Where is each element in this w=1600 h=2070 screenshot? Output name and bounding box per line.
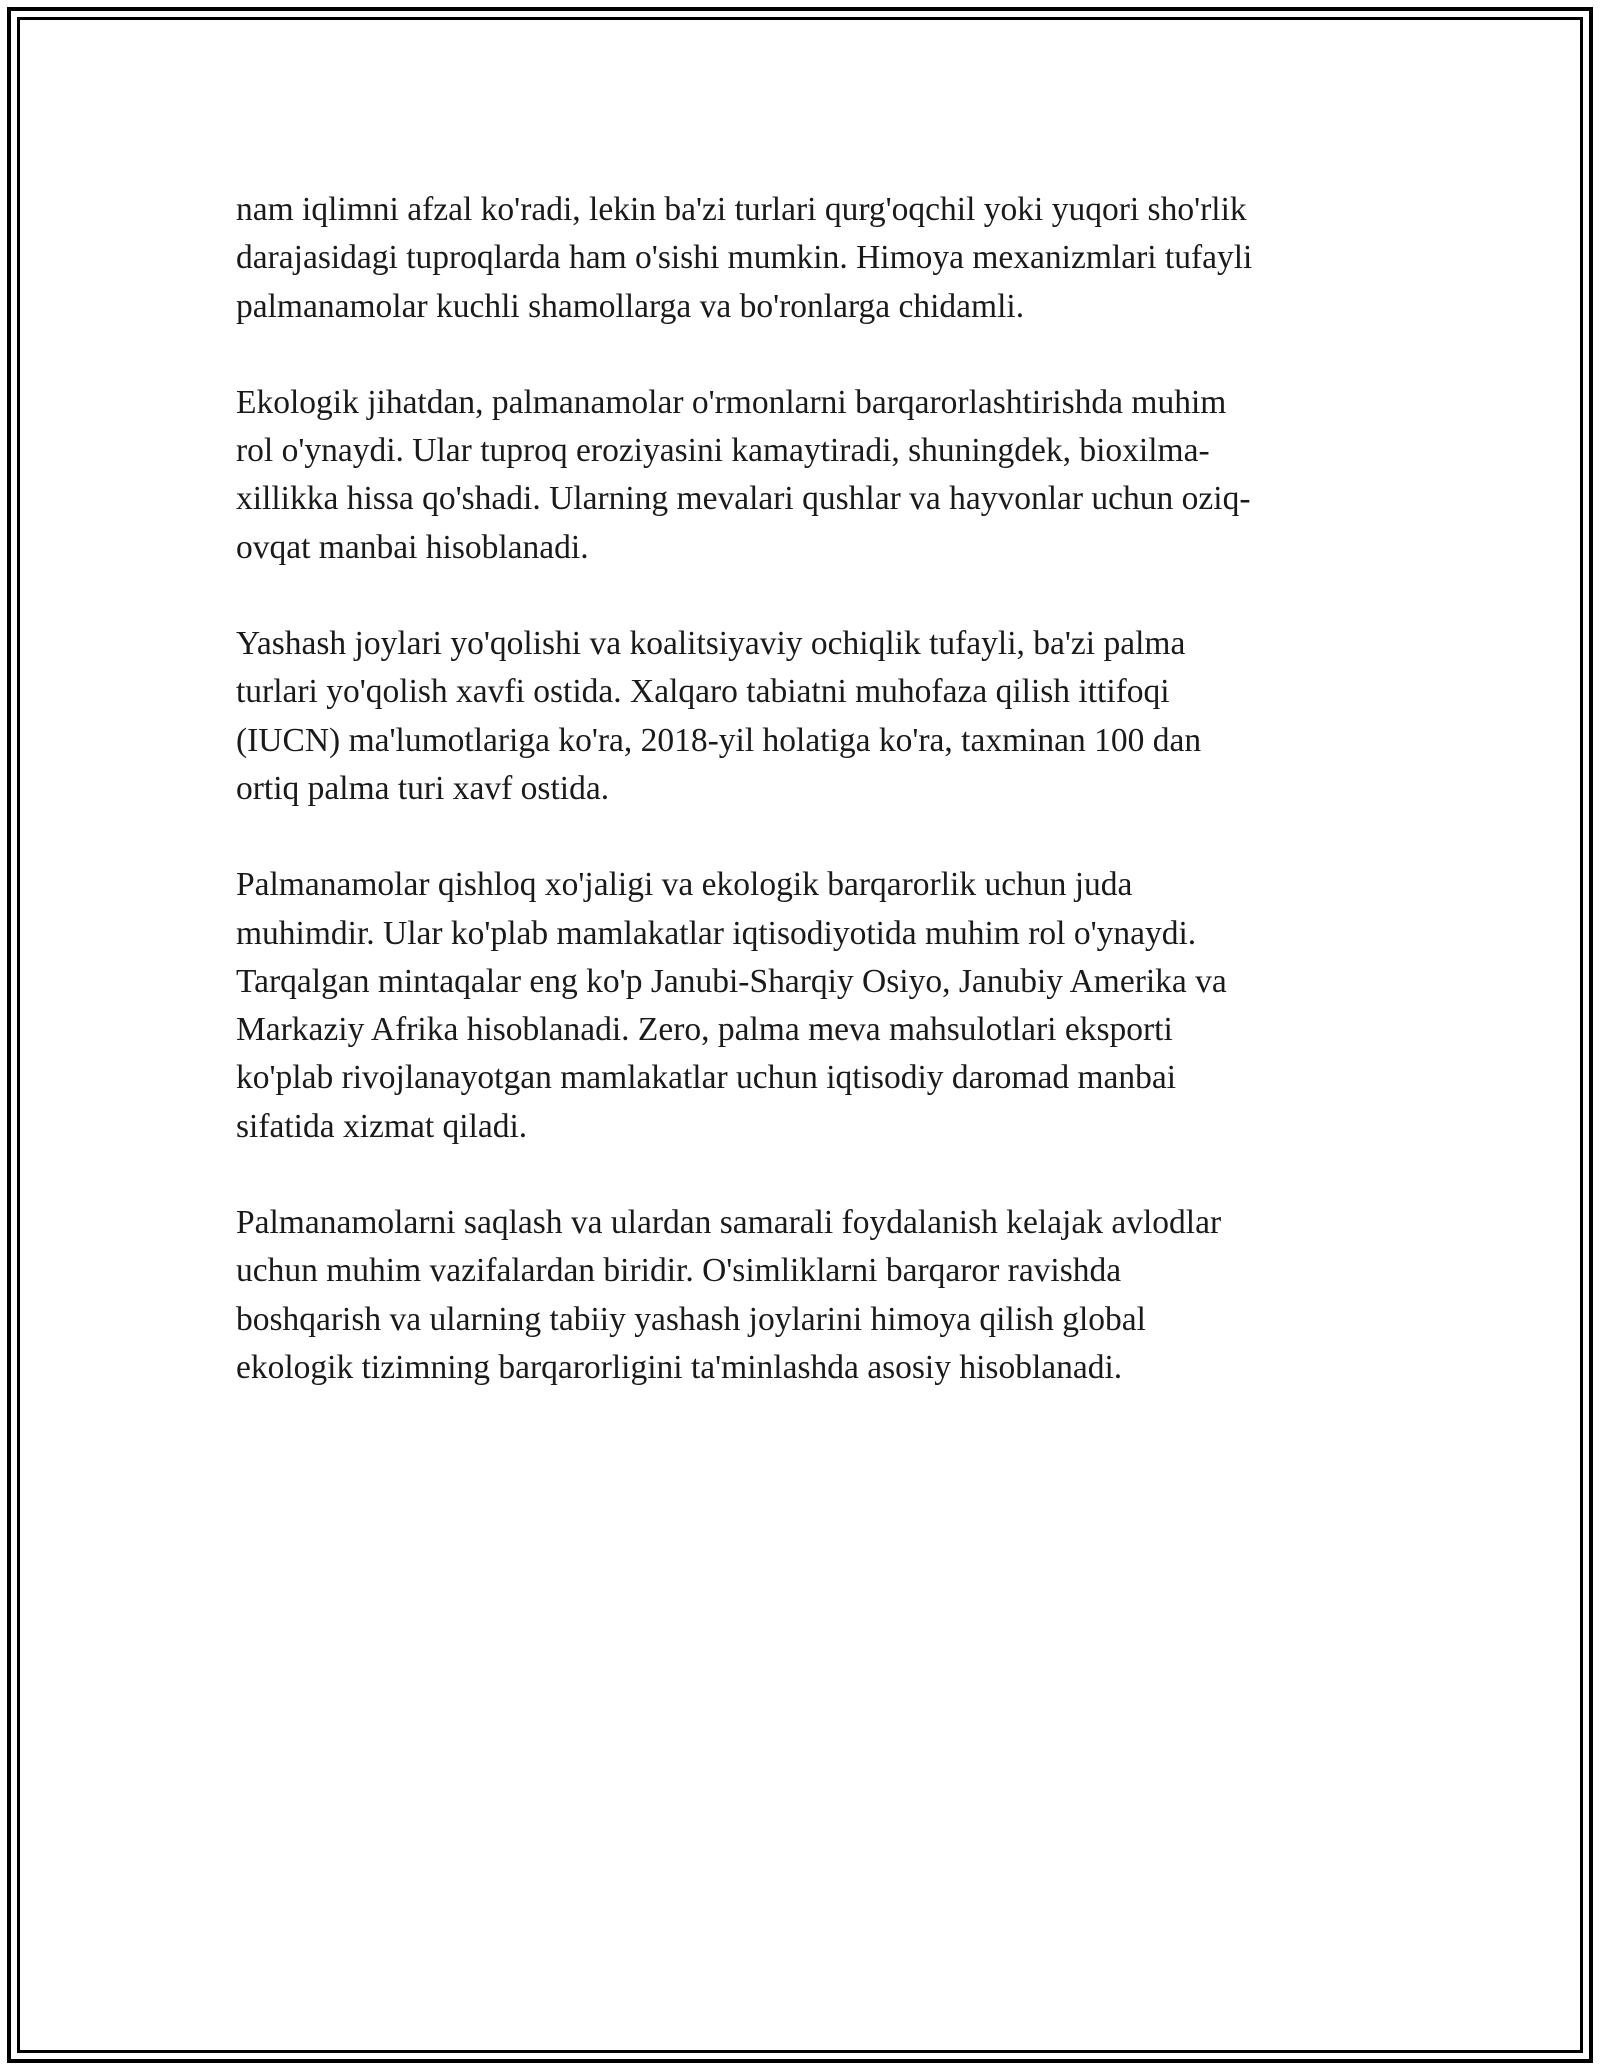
paragraph-2: Ekologik jihatdan, palmanamolar o'rmonlarni barqarorlashtirishda muhim rol o'ynaydi. Ular tuproq eroziyasini kamaytiradi, shuningdek, bioxilma- xillikka hissa qo'shadi. Ularning mevalari qushlar va hayvonlar uchun oziq- ovqat manbai hisoblanadi. xyxy=(236,383,1251,566)
document-body xyxy=(236,186,1361,1440)
paragraph-3: Yashash joylari yo'qolishi va koalitsiyaviy ochiqlik tufayli, ba'zi palma turlari yo'qolish xavfi ostida. Xalqaro tabiatni muhofaza qilish ittifoqi (IUCN) ma'lumotlariga ko'ra, 2018-yil holatiga ko'ra, taxminan 100 dan ortiq palma turi xavf ostida. xyxy=(236,625,1202,807)
paragraph-1: nam iqlimni afzal ko'radi, lekin ba'zi turlari qurg'oqchil yoki yuqori sho'rlik darajasidagi tuproqlarda ham o'sishi mumkin. Himoya mexanizmlari tufayli palmanamolar kuchli shamollarga va bo'ronlarga chidamli. xyxy=(236,191,1253,325)
paragraph-5: Palmanamolarni saqlash va ulardan samarali foydalanish kelajak avlodlar uchun muhim vazifalardan biridir. O'simliklarni barqaror ravishda boshqarish va ularning tabiiy yashash joylarini himoya qilish global ekologik tizimning barqarorligini ta'minlashda asosiy hisoblanadi. xyxy=(236,1204,1222,1386)
paragraph-4: Palmanamolar qishloq xo'jaligi va ekologik barqarorlik uchun juda muhimdir. Ular ko'plab mamlakatlar iqtisodiyotida muhim rol o'ynaydi. Tarqalgan mintaqalar eng ko'p Janubi-Sharqiy Osiyo, Janubiy Amerika va Markaziy Afrika hisoblanadi. Zero, palma meva mahsulotlari eksporti ko'plab rivojlanayotgan mamlakatlar uchun iqtisodiy daromad manbai sifatida xizmat qiladi. xyxy=(236,866,1227,1145)
